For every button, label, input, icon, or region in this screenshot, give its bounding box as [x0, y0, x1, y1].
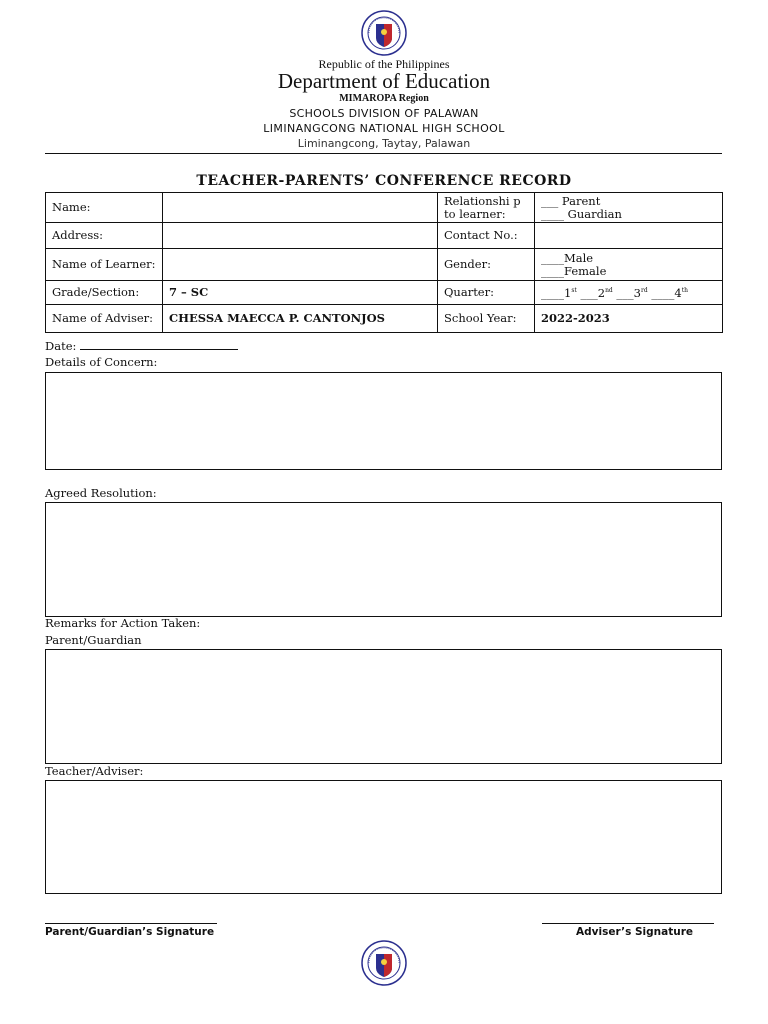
header-divider [45, 153, 722, 154]
contact-label: Contact No.: [438, 223, 535, 249]
adviser-signature-line[interactable] [542, 923, 714, 924]
division-text: SCHOOLS DIVISION OF PALAWAN [289, 107, 479, 120]
quarter-1[interactable]: ____1st [541, 286, 577, 301]
quarter-label: Quarter: [438, 281, 535, 305]
contact-field[interactable] [535, 223, 723, 249]
grade-label: Grade/Section: [46, 281, 163, 305]
teacher-remarks-textbox[interactable] [45, 780, 722, 894]
concern-label: Details of Concern: [45, 355, 158, 369]
resolution-textbox[interactable] [45, 502, 722, 617]
parent-signature-label: Parent/Guardian’s Signature [45, 926, 215, 938]
school-year-value[interactable]: 2022-2023 [535, 305, 723, 333]
teacher-adviser-label: Teacher/Adviser: [45, 764, 144, 778]
department-title: Department of Education [277, 69, 491, 93]
resolution-label: Agreed Resolution: [45, 486, 157, 500]
gender-female[interactable]: ____Female [541, 263, 607, 278]
table-row [46, 249, 723, 281]
concern-textbox[interactable] [45, 372, 722, 470]
address-field[interactable] [163, 223, 438, 249]
table-row [46, 305, 723, 333]
table-row [46, 281, 723, 305]
learner-label: Name of Learner: [46, 249, 163, 281]
remarks-label: Remarks for Action Taken: [45, 616, 201, 630]
relationship-options[interactable] [535, 193, 723, 223]
parent-guardian-label: Parent/Guardian [45, 633, 142, 647]
grade-value[interactable]: 7 – SC [163, 281, 438, 305]
adviser-signature-label: Adviser’s Signature [576, 926, 694, 938]
name-field[interactable] [163, 193, 438, 223]
quarter-2[interactable]: ___2nd [576, 286, 613, 301]
table-row [46, 193, 723, 223]
school-name: LIMINANGCONG NATIONAL HIGH SCHOOL [263, 122, 505, 135]
parent-signature-line[interactable] [45, 923, 217, 924]
info-table [45, 192, 723, 333]
table-row [46, 223, 723, 249]
parent-remarks-textbox[interactable] [45, 649, 722, 764]
relationship-label: Relationshi p to learner: [438, 193, 535, 223]
gender-male[interactable]: ____Male [541, 250, 594, 265]
gender-label: Gender: [438, 249, 535, 281]
deped-seal-bottom [361, 940, 407, 986]
adviser-label: Name of Adviser: [46, 305, 163, 333]
quarter-4[interactable]: ____4th [647, 286, 688, 301]
name-label: Name: [46, 193, 163, 223]
date-label: Date: [45, 339, 77, 353]
relationship-parent[interactable]: ___ Parent [541, 193, 601, 208]
date-input-line[interactable] [80, 341, 238, 350]
quarter-3[interactable]: ___3rd [612, 286, 648, 301]
address-label: Address: [46, 223, 163, 249]
deped-seal-top [361, 10, 407, 56]
school-address: Liminangcong, Taytay, Palawan [297, 137, 471, 150]
quarter-options[interactable] [535, 281, 723, 305]
gender-options[interactable] [535, 249, 723, 281]
learner-field[interactable] [163, 249, 438, 281]
republic-text: Republic of the Philippines [318, 57, 450, 71]
adviser-value[interactable]: CHESSA MAECCA P. CANTONJOS [163, 305, 438, 333]
form-title: TEACHER-PARENTS’ CONFERENCE RECORD [196, 173, 572, 189]
region-text: MIMAROPA Region [339, 93, 429, 104]
relationship-guardian[interactable]: ____ Guardian [541, 206, 622, 221]
date-row [45, 339, 238, 353]
school-year-label: School Year: [438, 305, 535, 333]
